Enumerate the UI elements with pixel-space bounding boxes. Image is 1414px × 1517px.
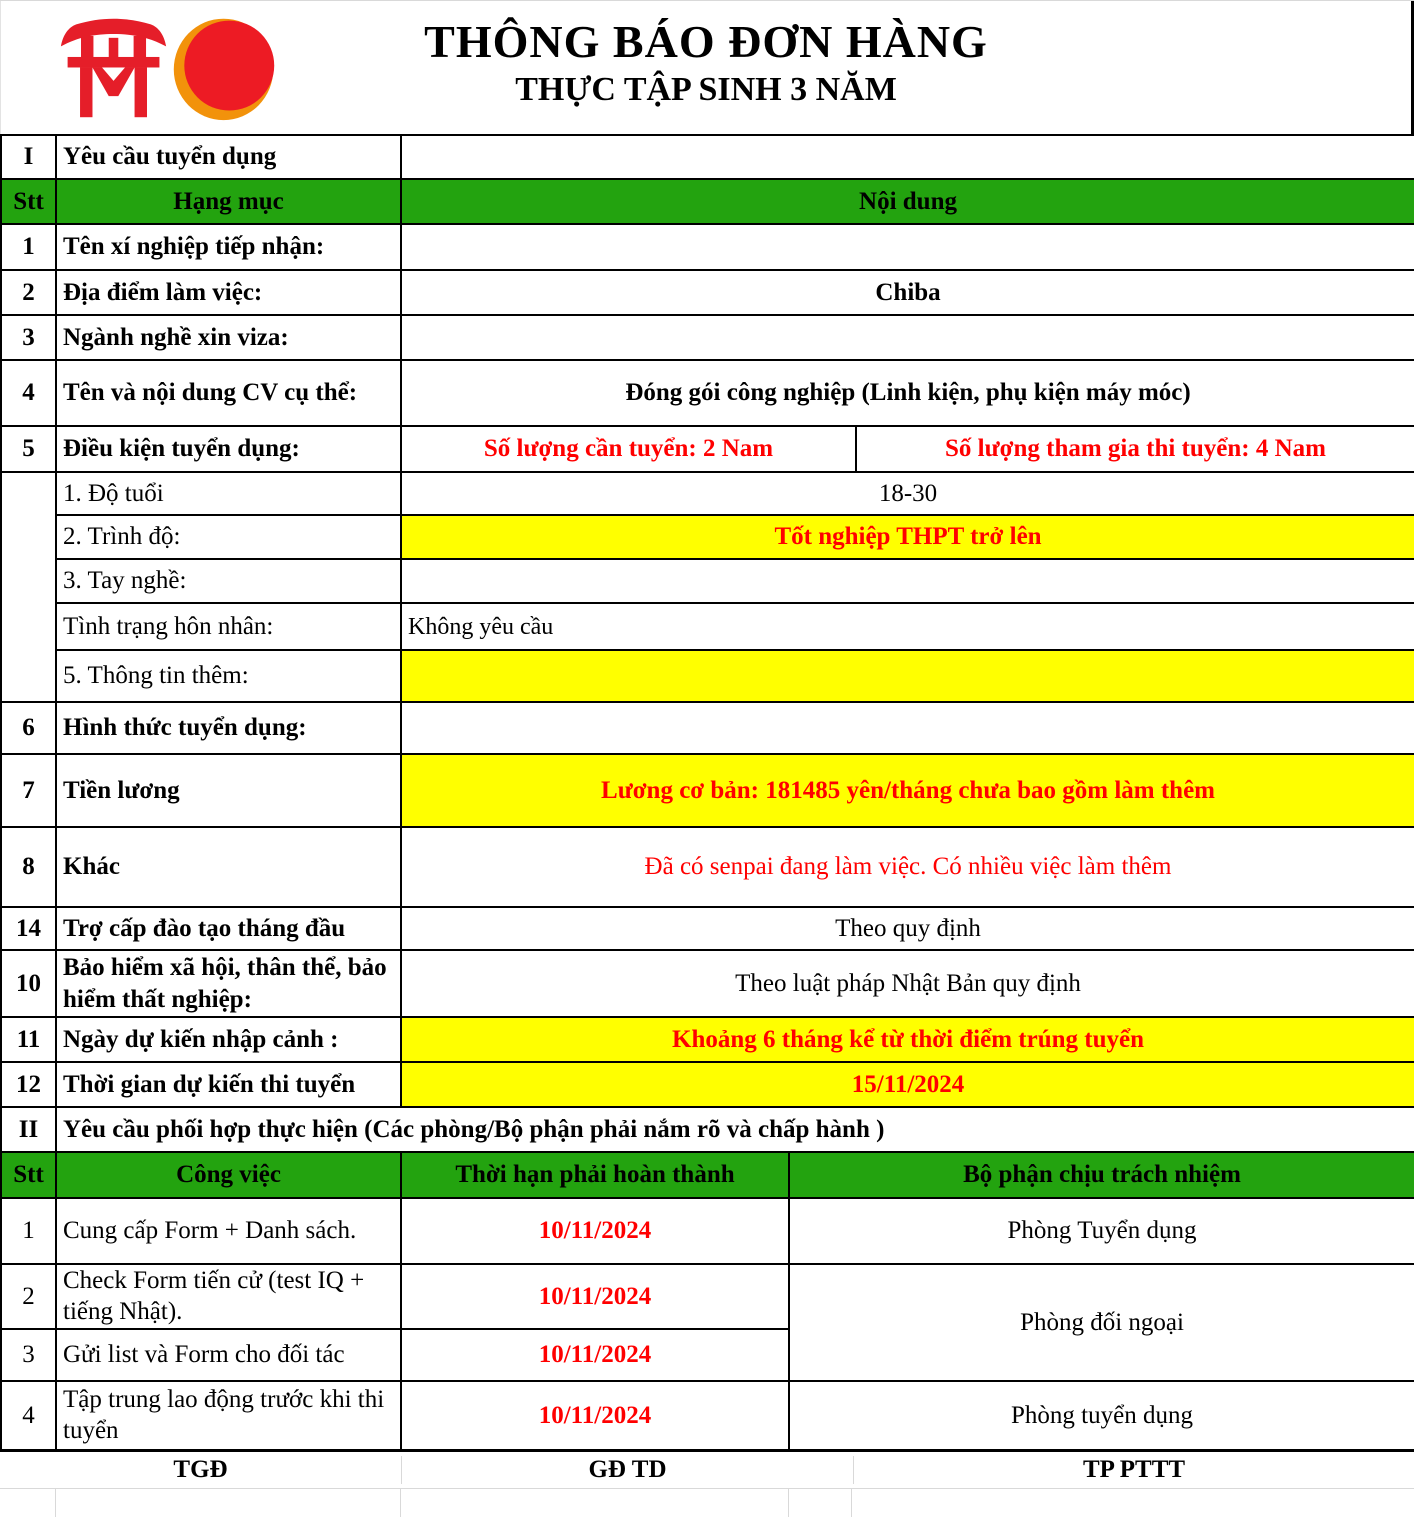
col-header-dept: Bộ phận chịu trách nhiệm: [789, 1152, 1414, 1198]
task-row: [1, 1381, 1414, 1451]
row5-value-right: Số lượng tham gia thi tuyển: 4 Nam: [856, 426, 1414, 472]
table-row: [1, 702, 1414, 754]
row8-value: Đã có senpai đang làm việc. Có nhiều việc làm thêm: [401, 827, 1414, 907]
task4-dept: Phòng tuyển dụng: [789, 1381, 1414, 1451]
row3-value: [401, 315, 1414, 360]
task3-label: Gửi list và Form cho đối tác: [56, 1329, 401, 1381]
table-row: [1, 950, 1414, 1017]
table-row: [1, 650, 1414, 702]
table-row: [1, 515, 1414, 559]
row10-label: Bảo hiểm xã hội, thân thể, bảo hiểm thất nghiệp:: [56, 950, 401, 1017]
row2-value: Chiba: [401, 270, 1414, 315]
table-row: [1, 426, 1414, 472]
title-block: [1, 15, 1411, 111]
row5e-value: [401, 650, 1414, 702]
task-row: [1, 1198, 1414, 1264]
row5d-label: Tình trạng hôn nhân:: [56, 603, 401, 650]
col-header-content: Nội dung: [401, 179, 1414, 224]
section1-header-row: [1, 179, 1414, 224]
grid-cell: [789, 1489, 852, 1517]
order-table: [0, 134, 1414, 1452]
sign-tgd: TGĐ: [173, 1456, 228, 1483]
row12-label: Thời gian dự kiến thi tuyển: [56, 1062, 401, 1107]
sign-gd-td: GĐ TD: [401, 1456, 853, 1484]
row12-value: 15/11/2024: [401, 1062, 1414, 1107]
sign-tp-pttt: TP PTTT: [853, 1456, 1414, 1484]
row1-no: 1: [1, 224, 56, 270]
table-row: [1, 270, 1414, 315]
row5b-label: 2. Trình độ:: [56, 515, 401, 559]
row6-value: [401, 702, 1414, 754]
row6-no: 6: [1, 702, 56, 754]
row7-label: Tiền lương: [56, 754, 401, 827]
row5c-value: [401, 559, 1414, 603]
table-row: [1, 603, 1414, 650]
task4-label: Tập trung lao động trước khi thi tuyển: [56, 1381, 401, 1451]
row5-label: Điều kiện tuyển dụng:: [56, 426, 401, 472]
row5b-value: Tốt nghiệp THPT trở lên: [401, 515, 1414, 559]
document-header: [0, 1, 1414, 134]
document-title: THÔNG BÁO ĐƠN HÀNG: [424, 16, 988, 67]
row5a-label: 1. Độ tuổi: [56, 472, 401, 515]
section2-index: II: [1, 1107, 56, 1152]
grid-cell: [56, 1489, 401, 1517]
table-row: [1, 360, 1414, 426]
grid-cell: [0, 1489, 56, 1517]
table-row: [1, 224, 1414, 270]
table-row: [1, 754, 1414, 827]
section1-index: I: [1, 135, 56, 179]
row12-no: 12: [1, 1062, 56, 1107]
row14-no: 14: [1, 907, 56, 950]
row1-value: [401, 224, 1414, 270]
task1-dept: Phòng Tuyển dụng: [789, 1198, 1414, 1264]
grid-cell: [401, 1489, 789, 1517]
col-header-stt-2: Stt: [1, 1152, 56, 1198]
task4-no: 4: [1, 1381, 56, 1451]
row4-label: Tên và nội dung CV cụ thể:: [56, 360, 401, 426]
row4-no: 4: [1, 360, 56, 426]
row3-label: Ngành nghề xin viza:: [56, 315, 401, 360]
table-row: [1, 827, 1414, 907]
section1-heading-row: [1, 135, 1414, 179]
row5a-value: 18-30: [401, 472, 1414, 515]
task2-no: 2: [1, 1264, 56, 1329]
signature-row: [0, 1452, 1414, 1488]
row5-no: 5: [1, 426, 56, 472]
row3-no: 3: [1, 315, 56, 360]
task1-label: Cung cấp Form + Danh sách.: [56, 1198, 401, 1264]
table-row: [1, 1017, 1414, 1062]
col-header-task: Công việc: [56, 1152, 401, 1198]
row11-value: Khoảng 6 tháng kể từ thời điểm trúng tuyển: [401, 1017, 1414, 1062]
section2-heading: Yêu cầu phối hợp thực hiện (Các phòng/Bộ phận phải nắm rõ và chấp hành ): [56, 1107, 1414, 1152]
section2-header-row: [1, 1152, 1414, 1198]
row5d-value: Không yêu cầu: [401, 603, 1414, 650]
task3-deadline: 10/11/2024: [401, 1329, 789, 1381]
task4-deadline: 10/11/2024: [401, 1381, 789, 1451]
table-row: [1, 559, 1414, 603]
row10-value: Theo luật pháp Nhật Bản quy định: [401, 950, 1414, 1017]
col-header-category: Hạng mục: [56, 179, 401, 224]
task3-no: 3: [1, 1329, 56, 1381]
table-row: [1, 907, 1414, 950]
row11-no: 11: [1, 1017, 56, 1062]
empty-grid-row: [0, 1488, 1414, 1517]
row8-label: Khác: [56, 827, 401, 907]
table-row: [1, 472, 1414, 515]
task1-deadline: 10/11/2024: [401, 1198, 789, 1264]
row5e-label: 5. Thông tin thêm:: [56, 650, 401, 702]
row5-value-left: Số lượng cần tuyển: 2 Nam: [401, 426, 856, 472]
row2-no: 2: [1, 270, 56, 315]
row14-label: Trợ cấp đào tạo tháng đầu: [56, 907, 401, 950]
col-header-stt: Stt: [1, 179, 56, 224]
row5c-label: 3. Tay nghề:: [56, 559, 401, 603]
row6-label: Hình thức tuyển dụng:: [56, 702, 401, 754]
task1-no: 1: [1, 1198, 56, 1264]
grid-cell: [852, 1489, 1414, 1517]
task-row: [1, 1264, 1414, 1329]
row7-no: 7: [1, 754, 56, 827]
section1-heading: Yêu cầu tuyển dụng: [56, 135, 401, 179]
row2-label: Địa điểm làm việc:: [56, 270, 401, 315]
task2-3-dept: Phòng đối ngoại: [789, 1264, 1414, 1381]
document-subtitle: THỰC TẬP SINH 3 NĂM: [515, 71, 897, 108]
row11-label: Ngày dự kiến nhập cảnh :: [56, 1017, 401, 1062]
row14-value: Theo quy định: [401, 907, 1414, 950]
row7-value: Lương cơ bản: 181485 yên/tháng chưa bao gồm làm thêm: [401, 754, 1414, 827]
row8-no: 8: [1, 827, 56, 907]
section2-heading-row: [1, 1107, 1414, 1152]
row4-value: Đóng gói công nghiệp (Linh kiện, phụ kiện máy móc): [401, 360, 1414, 426]
row5-sub-stt-merged: [1, 472, 56, 702]
task2-label: Check Form tiến cử (test IQ + tiếng Nhật).: [56, 1264, 401, 1329]
row1-label: Tên xí nghiệp tiếp nhận:: [56, 224, 401, 270]
table-row: [1, 315, 1414, 360]
table-row: [1, 1062, 1414, 1107]
col-header-deadline: Thời hạn phải hoàn thành: [401, 1152, 789, 1198]
task2-deadline: 10/11/2024: [401, 1264, 789, 1329]
section1-heading-empty-cell: [401, 135, 1414, 179]
row10-no: 10: [1, 950, 56, 1017]
